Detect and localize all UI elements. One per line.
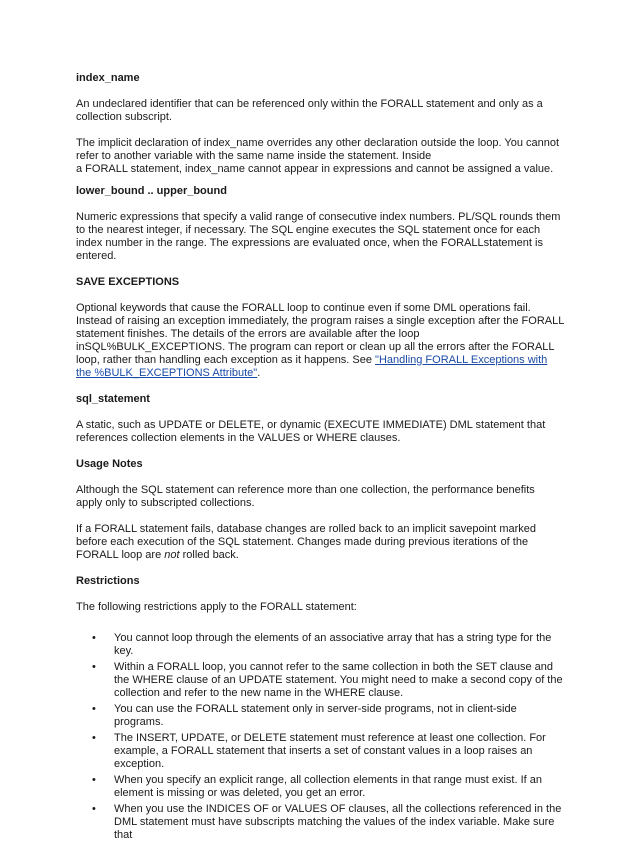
heading-save-exceptions: SAVE EXCEPTIONS — [76, 276, 180, 288]
usage-notes-emphasis: not — [164, 549, 180, 561]
heading-usage-notes: Usage Notes — [76, 458, 143, 470]
list-item-text: When you use the INDICES OF or VALUES OF clauses, all the collections referenced in the DML statement must have subscripts matching the values of the index variable. Make sure that — [114, 803, 562, 841]
usage-notes-p2-a: If a FORALL statement fails, database changes are rolled back to an implicit savepoint marked before each execution of the SQL statement. Changes made during previous iterations of the FORALL loop are — [76, 523, 536, 561]
heading-bounds: lower_bound .. upper_bound — [76, 185, 227, 197]
list-item — [76, 803, 564, 842]
list-item-text: The INSERT, UPDATE, or DELETE statement must reference at least one collection. For example, a FORALL statement that inserts a set of constant values in a loop raises an exception. — [114, 732, 546, 770]
restrictions-list — [76, 632, 564, 842]
heading-index-name: index_name — [76, 72, 140, 84]
list-item-text: When you specify an explicit range, all collection elements in that range must exist. If an element is missing or was deleted, you get an error. — [114, 774, 542, 799]
index-name-note — [76, 137, 564, 176]
usage-notes-p2 — [76, 523, 564, 562]
sql-statement-description: A static, such as UPDATE or DELETE, or dynamic (EXECUTE IMMEDIATE) DML statement that references collection elements in the VALUES or WHERE clauses. — [76, 419, 546, 444]
list-item — [76, 732, 564, 771]
save-exceptions-end: . — [257, 367, 261, 379]
index-name-note-b: a FORALL statement, index_name cannot appear in expressions and cannot be assigned a value. — [76, 163, 554, 175]
restrictions-intro: The following restrictions apply to the FORALL statement: — [76, 601, 357, 613]
usage-notes-p1: Although the SQL statement can reference more than one collection, the performance benefits apply only to subscripted collections. — [76, 484, 535, 509]
list-item — [76, 703, 564, 729]
index-name-description: An undeclared identifier that can be referenced only within the FORALL statement and only as a collection subscript. — [76, 98, 543, 123]
list-item-text: You can use the FORALL statement only in server-side programs, not in client-side programs. — [114, 703, 517, 728]
list-item-text: You cannot loop through the elements of an associative array that has a string type for the key. — [114, 632, 552, 657]
heading-restrictions: Restrictions — [76, 575, 140, 587]
heading-sql-statement: sql_statement — [76, 393, 150, 405]
document-page — [76, 72, 564, 845]
bulk-exceptions-link[interactable]: "Handling FORALL Exceptions with the %BULK_EXCEPTIONS Attribute" — [76, 354, 548, 379]
bullet-icon: • — [92, 803, 96, 815]
bullet-icon: • — [92, 661, 96, 673]
list-item — [76, 774, 564, 800]
save-exceptions-description — [76, 302, 564, 380]
list-item-text: Within a FORALL loop, you cannot refer to the same collection in both the SET clause and the WHERE clause of an UPDATE statement. You might need to make a second copy of the collection and refer to the new name in the WHERE clause. — [114, 661, 563, 699]
bullet-icon: • — [92, 703, 96, 715]
bullet-icon: • — [92, 774, 96, 786]
list-item — [76, 661, 564, 700]
bullet-icon: • — [92, 632, 96, 644]
save-exceptions-text: Optional keywords that cause the FORALL loop to continue even if some DML operations fail. Instead of raising an exception immediately, the program raises a single exception after the FORALL statement finishes. The details of the errors are available after the loop inSQL%BULK_EXCEPTIONS. The program can report or clean up all the errors after the FORALL loop, rather than handling each exception as it happens. See — [76, 302, 564, 366]
usage-notes-p2-b: rolled back. — [179, 549, 239, 561]
index-name-note-a: The implicit declaration of index_name overrides any other declaration outside the loop. You cannot refer to another variable with the same name inside the statement. Inside — [76, 137, 560, 162]
bounds-description: Numeric expressions that specify a valid range of consecutive index numbers. PL/SQL rounds them to the nearest integer, if necessary. The SQL engine executes the SQL statement once for each index number in the range. The expressions are evaluated once, when the FORALLstatement is entered. — [76, 211, 561, 262]
list-item — [76, 632, 564, 658]
bullet-icon: • — [92, 732, 96, 744]
